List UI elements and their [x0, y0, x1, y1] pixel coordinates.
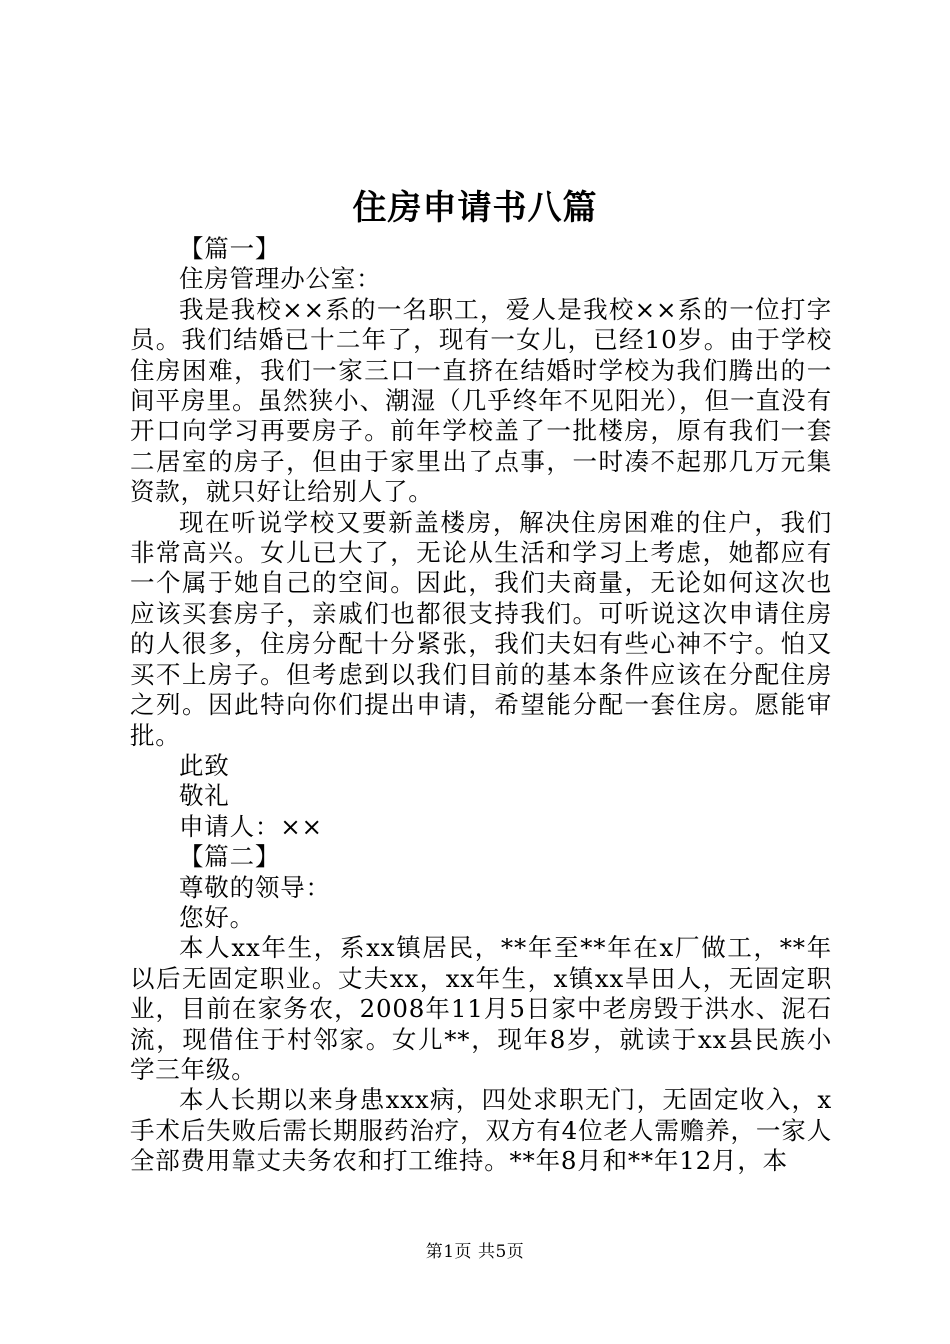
paragraph-2-1: 本人xx年生，系xx镇居民，**年至**年在x厂做工，**年以后无固定职业。丈夫xx，xx年生，x镇xx旱田人，无固定职业，目前在家务农，2008年11月5日家中老房毁于洪水、泥石流，现借住于村邻家。女儿**，现年8岁，就读于xx县民族小学三年级。: [130, 933, 832, 1084]
document-body: [130, 234, 832, 1177]
section-heading-1: 【篇一】: [179, 234, 281, 263]
paragraph-2-2: 本人长期以来身患xxx病，四处求职无门，无固定收入，x手术后失败后需长期服药治疗，双方有4位老人需赡养，一家人全部费用靠丈夫务农和打工维持。**年8月和**年12月，本: [130, 1085, 833, 1176]
signature: 申请人：××: [179, 811, 323, 841]
salutation-1: 住房管理办公室：: [179, 264, 382, 294]
closing-line-2: 敬礼: [179, 781, 230, 811]
section-heading-2: 【篇二】: [179, 842, 281, 872]
page-title: 住房申请书八篇: [352, 188, 598, 228]
paragraph-1-1: 我是我校××系的一名职工，爱人是我校××系的一位打字员。我们结婚已十二年了，现有一女儿，已经10岁。由于学校住房困难，我们一家三口一直挤在结婚时学校为我们腾出的一间平房里。虽然狭小、潮湿（几乎终年不见阳光），但一直没有开口向学习再要房子。前年学校盖了一批楼房，原有我们一套二居室的房子，但由于家里出了点事，一时凑不起那几万元集资款，就只好让给别人了。: [130, 294, 832, 507]
closing-line-1: 此致: [179, 750, 230, 780]
salutation-2: 尊敬的领导：: [179, 872, 331, 902]
page-footer: 第1页 共5页: [425, 1242, 525, 1262]
greeting-2: 您好。: [179, 902, 255, 932]
paragraph-1-2: 现在听说学校又要新盖楼房，解决住房困难的住户，我们非常高兴。女儿已大了，无论从生活和学习上考虑，她都应有一个属于她自己的空间。因此，我们夫商量，无论如何这次也应该买套房子，亲戚们也都很支持我们。可听说这次申请住房的人很多，住房分配十分紧张，我们夫妇有些心神不宁。怕又买不上房子。但考虑到以我们目前的基本条件应该在分配住房之列。因此特向你们提出申请，希望能分配一套住房。愿能审批。: [130, 507, 832, 750]
